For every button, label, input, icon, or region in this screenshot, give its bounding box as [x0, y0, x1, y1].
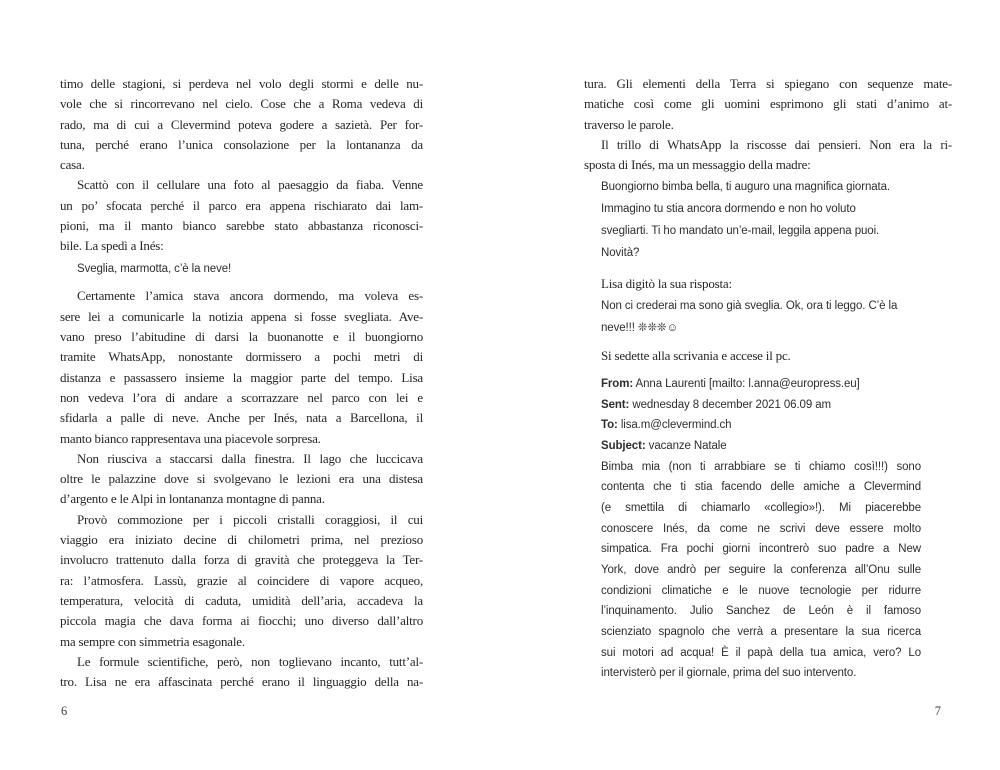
- message-line: Buongiorno bimba bella, ti auguro una magnifica giornata.: [601, 181, 891, 194]
- email-header-label: Subject:: [601, 439, 646, 452]
- message-line: Sveglia, marmotta, c’è la neve!: [77, 262, 232, 275]
- email-body-line: (e smettila di chiamarlo «collegio»!). Mi piacerebbe: [601, 501, 921, 514]
- body-paragraph: [584, 74, 952, 135]
- email-body-line: sui motori ad acqua! È il papà della tua amica, vero? Lo: [601, 646, 921, 659]
- whatsapp-message: [601, 177, 952, 264]
- text-line: matiche così come gli uomini esprimono gli stati d’animo at-: [584, 96, 952, 112]
- text-line: vole che si rincorrevano nel cielo. Cose che a Roma vedeva di: [60, 96, 423, 112]
- email-header-line: To: lisa.m@clevermind.ch: [601, 419, 732, 432]
- text-line: non vedeva l’ora di andare a scorrazzare nel parco con lei e: [60, 389, 423, 405]
- text-line: viaggio era iniziato decine di chilometri prima, nel prezioso: [60, 532, 423, 548]
- email-header-label: To:: [601, 419, 618, 432]
- text-line: manto bianco rappresentava una piacevole sorpresa.: [60, 430, 321, 446]
- email-header-label: Sent:: [601, 398, 630, 411]
- text-line: Lisa digitò la sua risposta:: [601, 275, 732, 291]
- message-line: Non ci crederai ma sono già sveglia. Ok, ora ti leggo. C’è la: [601, 299, 898, 312]
- text-line: sfidarla a palle di neve. Anche per Inés, nata a Barcellona, il: [60, 410, 423, 426]
- text-line: oltre le palazzine dove si svolgevano le lezioni era una distesa: [60, 471, 423, 487]
- page-left: [60, 74, 423, 692]
- email-body-line: condizioni climatiche e le nuove tecnologie per ridurre: [601, 584, 921, 597]
- body-paragraph: [60, 286, 423, 448]
- body-paragraph: [60, 449, 423, 510]
- body-paragraph: [584, 346, 952, 366]
- text-line: ra: l’atmosfera. Lassù, grazie al coincidere di vapore acqueo,: [60, 572, 423, 588]
- text-line: pioni, ma il manto bianco sarebbe stato abbastanza riconosci-: [60, 218, 423, 234]
- text-line: rado, ma di cui a Clevermind poteva godere a sazietà. Per for-: [60, 116, 423, 132]
- text-line: bile. La spedì a Inés:: [60, 238, 164, 254]
- email-header-line: Sent: wednesday 8 december 2021 06.09 am: [601, 398, 831, 411]
- body-paragraph: [60, 175, 423, 256]
- text-line: un po’ sfocata perché il parco era appena rischiarato dai lam-: [60, 197, 423, 213]
- text-line: Si sedette alla scrivania e accese il pc.: [601, 347, 791, 363]
- email-body-line: simpatica. Fra pochi giorni incontrerò suo padre a New: [601, 543, 921, 556]
- text-line: involucro trattenuto dalla forza di gravità che proteggeva la Ter-: [60, 552, 423, 568]
- text-line: casa.: [60, 157, 85, 173]
- page-right: [584, 74, 952, 684]
- email-body-line: intervisterò per il giornale, prima del suo intervento.: [601, 667, 857, 680]
- email-body-line: York, dove andrò per seguire la conferenza all’Onu sulle: [601, 564, 921, 577]
- page-number-right: 7: [934, 704, 941, 718]
- text-line: timo delle stagioni, si perdeva nel volo degli stormi e delle nu-: [60, 76, 423, 91]
- body-paragraph: [60, 652, 423, 693]
- email-body-line: contenta che ti stia facendo delle amiche a Clevermind: [601, 481, 921, 494]
- whatsapp-message: [77, 259, 423, 281]
- message-line: neve!!! ❊❊❊☺: [601, 321, 679, 334]
- email-header-line: From: Anna Laurenti [mailto: l.anna@europress.eu]: [601, 377, 860, 390]
- text-line: traverso le parole.: [584, 116, 674, 132]
- page-number-left: 6: [61, 704, 68, 718]
- text-line: piccola magia che dava forma ai fiocchi; uno diverso dall’altro: [60, 613, 423, 629]
- text-line: tramite WhatsApp, nonostante dormissero a pochi metri di: [60, 349, 423, 365]
- text-line: sere lei a comunicarle la notizia appena si fosse svegliata. Ave-: [60, 308, 423, 324]
- body-paragraph: [60, 74, 423, 175]
- body-paragraph: [60, 510, 423, 652]
- text-line: ma sempre con simmetria esagonale.: [60, 633, 245, 649]
- body-paragraph: [584, 135, 952, 176]
- text-line: Scattò con il cellulare una foto al paesaggio da fiaba. Venne: [77, 177, 423, 193]
- email-body-line: conoscere Inés, da come ne scrivi deve essere molto: [601, 522, 921, 535]
- email-body-line: Bimba mia (non ti arrabbiare se ti chiamo così!!!) sono: [601, 460, 921, 473]
- message-line: svegliarti. Ti ho mandato un’e-mail, leggila appena puoi.: [601, 225, 880, 238]
- email-header-label: From:: [601, 377, 634, 390]
- email-body-line: scienziato spagnolo che verrà a presentare la sua ricerca: [601, 626, 921, 639]
- text-line: distanza e passassero insieme la maggior parte del tempo. Lisa: [60, 369, 423, 385]
- text-line: Non riusciva a staccarsi dalla finestra. Il lago che luccicava: [77, 450, 423, 466]
- text-line: Il trillo di WhatsApp la riscosse dai pensieri. Non era la ri-: [601, 136, 952, 152]
- text-line: Certamente l’amica stava ancora dormendo, ma voleva es-: [77, 288, 423, 304]
- text-line: tura. Gli elementi della Terra si spiegano con sequenze mate-: [584, 76, 952, 91]
- text-line: sposta di Inés, ma un messaggio della madre:: [584, 157, 811, 173]
- text-line: tro. Lisa ne era affascinata perché erano il linguaggio della na-: [60, 674, 423, 690]
- body-paragraph: [584, 274, 952, 294]
- text-line: Provò commozione per i piccoli cristalli coraggiosi, il cui: [77, 511, 423, 527]
- text-line: tuna, perché erano l’unica consolazione per la lontananza da: [60, 136, 423, 152]
- text-line: temperatura, velocità di caduta, umidità dell’aria, accadeva la: [60, 592, 423, 608]
- text-line: d’argento e le Alpi in lontananza montagne di panna.: [60, 491, 325, 507]
- message-line: Novità?: [601, 246, 640, 259]
- email-block: [601, 374, 921, 684]
- email-header-line: Subject: vacanze Natale: [601, 439, 727, 452]
- whatsapp-message: [601, 296, 952, 340]
- text-line: Le formule scientifiche, però, non toglievano incanto, tutt’al-: [77, 653, 423, 669]
- message-line: Immagino tu stia ancora dormendo e non ho voluto: [601, 203, 856, 216]
- email-body-line: l’inquinamento. Julio Sanchez de León è il famoso: [601, 605, 921, 618]
- text-line: vano preso l’abitudine di darsi la buonanotte e il buongiorno: [60, 329, 423, 345]
